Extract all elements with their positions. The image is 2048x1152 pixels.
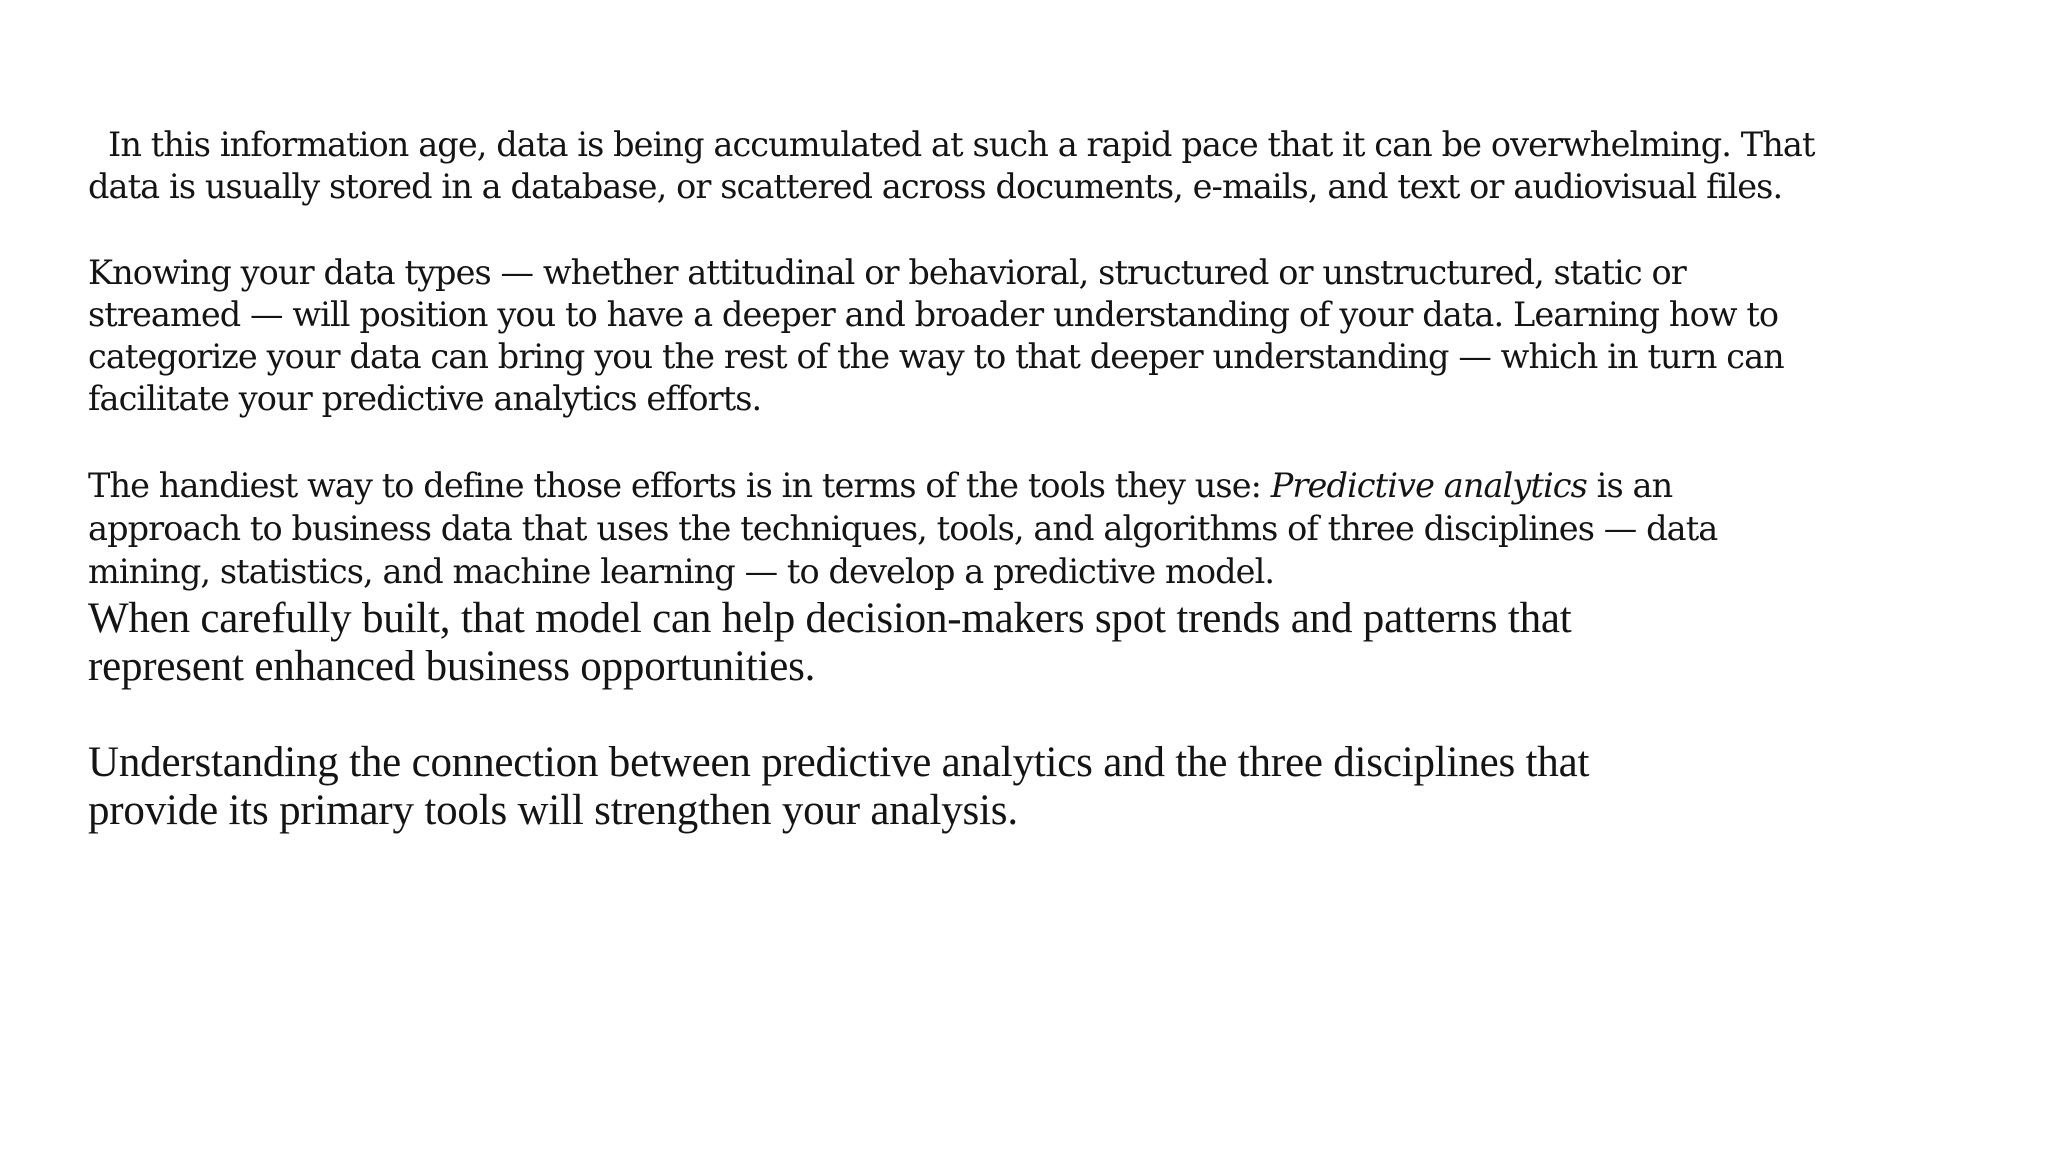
- paragraph-connection: [88, 739, 1988, 835]
- text-line: mining, statistics, and machine learning — to develop a predictive model.: [88, 552, 1275, 591]
- text-line: When carefully built, that model can help decision-makers spot trends and patterns that: [88, 595, 1572, 642]
- paragraph-model-benefit: [88, 595, 1988, 691]
- text-line: facilitate your predictive analytics efforts.: [88, 379, 762, 418]
- emphasized-term: Predictive analytics: [1270, 466, 1587, 505]
- document-body: [88, 124, 1988, 835]
- text-line: [88, 464, 1988, 507]
- text-line: data is usually stored in a database, or scattered across documents, e-mails, and text or audiovisual files.: [88, 167, 1783, 206]
- paragraph-definition: [88, 464, 1988, 593]
- paragraph-data-types: [88, 252, 1988, 420]
- text-line: streamed — will position you to have a deeper and broader understanding of your data. Learning how to: [88, 295, 1779, 334]
- text-line: categorize your data can bring you the rest of the way to that deeper understanding — which in turn can: [88, 337, 1784, 376]
- text-line: In this information age, data is being accumulated at such a rapid pace that it can be overwhelming. That: [108, 125, 1815, 164]
- text-line: approach to business data that uses the techniques, tools, and algorithms of three disciplines — data: [88, 509, 1718, 548]
- text-line: provide its primary tools will strengthen your analysis.: [88, 787, 1018, 834]
- text-line: Knowing your data types — whether attitudinal or behavioral, structured or unstructured, static or: [88, 253, 1686, 292]
- text-line: Understanding the connection between predictive analytics and the three disciplines that: [88, 739, 1590, 786]
- text-fragment: is an: [1586, 466, 1673, 505]
- text-line: represent enhanced business opportunities.: [88, 643, 816, 690]
- paragraph-data-overload: [88, 124, 1988, 208]
- text-fragment: The handiest way to define those efforts is in terms of the tools they use:: [88, 466, 1271, 505]
